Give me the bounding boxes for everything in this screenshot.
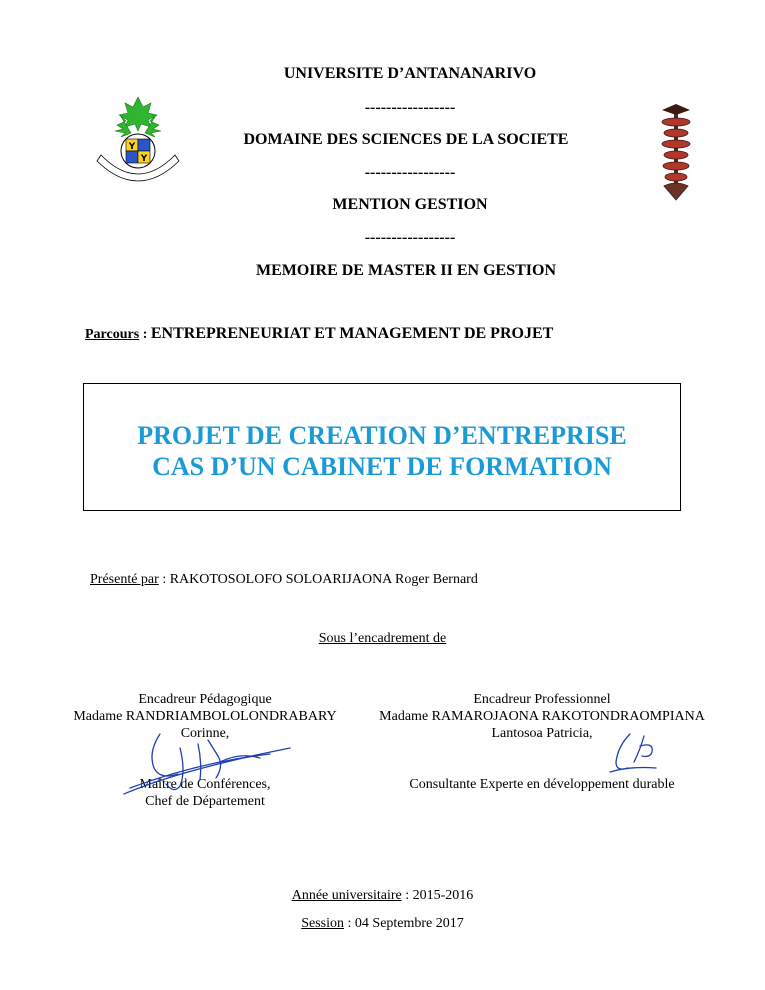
year-label: Année universitaire (291, 888, 402, 903)
separator: ----------------- (364, 99, 456, 116)
session-label: Session (301, 916, 345, 931)
author-name: RAKOTOSOLOFO SOLOARIJAONA Roger Bernard (169, 572, 478, 587)
university-name: UNIVERSITE D’ANTANANARIVO (283, 65, 537, 82)
parcours-label: Parcours (85, 327, 140, 342)
session-line (0, 916, 765, 932)
supervisor-right-name-line2: Lantosoa Patricia, (491, 726, 593, 741)
academic-year-line (0, 888, 765, 904)
supervisor-right-name-line1: Madame RAMAROJAONA RAKOTONDRAOMPIANA (379, 709, 705, 724)
presented-label: Présenté par (90, 572, 159, 587)
supervisor-left-name-line1: Madame RANDRIAMBOLOLONDRABARY (73, 709, 337, 724)
supervisor-left-role: Encadreur Pédagogique (138, 692, 272, 707)
parcours-sep: : (139, 327, 151, 342)
parcours-line (85, 325, 553, 343)
supervisor-right-role: Encadreur Professionnel (473, 692, 611, 707)
supervisor-left-title-line2: Chef de Département (145, 794, 265, 809)
parcours-value: ENTREPRENEURIAT ET MANAGEMENT DE PROJET (150, 325, 554, 342)
university-logo (95, 93, 181, 193)
separator: ----------------- (364, 229, 456, 246)
session-sep: : (344, 916, 355, 931)
thesis-title-line2: CAS D’UN CABINET DE FORMATION (152, 452, 612, 481)
faculty-emblem (650, 100, 702, 204)
title-box (83, 383, 681, 511)
separator: ----------------- (364, 164, 456, 181)
svg-text:Y: Y (128, 142, 136, 152)
signature-right (600, 728, 670, 784)
year-value: 2015-2016 (412, 888, 474, 903)
mention-name: MENTION GESTION (332, 196, 488, 213)
signature-left (120, 722, 295, 802)
memoire-title: MEMOIRE DE MASTER II EN GESTION (255, 262, 557, 279)
supervisor-left-title-line1: Maître de Conférences, (139, 777, 271, 792)
supervisor-left-name-line2: Corinne, (180, 726, 230, 741)
year-sep: : (401, 888, 413, 903)
supervisor-right-title-line1: Consultante Experte en développement durable (409, 777, 675, 792)
session-value: 04 Septembre 2017 (354, 916, 464, 931)
presented-sep: : (158, 572, 170, 587)
domain-name: DOMAINE DES SCIENCES DE LA SOCIETE (243, 131, 569, 148)
thesis-title-line1: PROJET DE CREATION D’ENTREPRISE (137, 421, 627, 450)
presented-by-line (90, 572, 478, 588)
svg-text:Y: Y (140, 154, 148, 164)
supervision-label: Sous l’encadrement de (318, 631, 447, 646)
supervision-heading (0, 631, 765, 647)
